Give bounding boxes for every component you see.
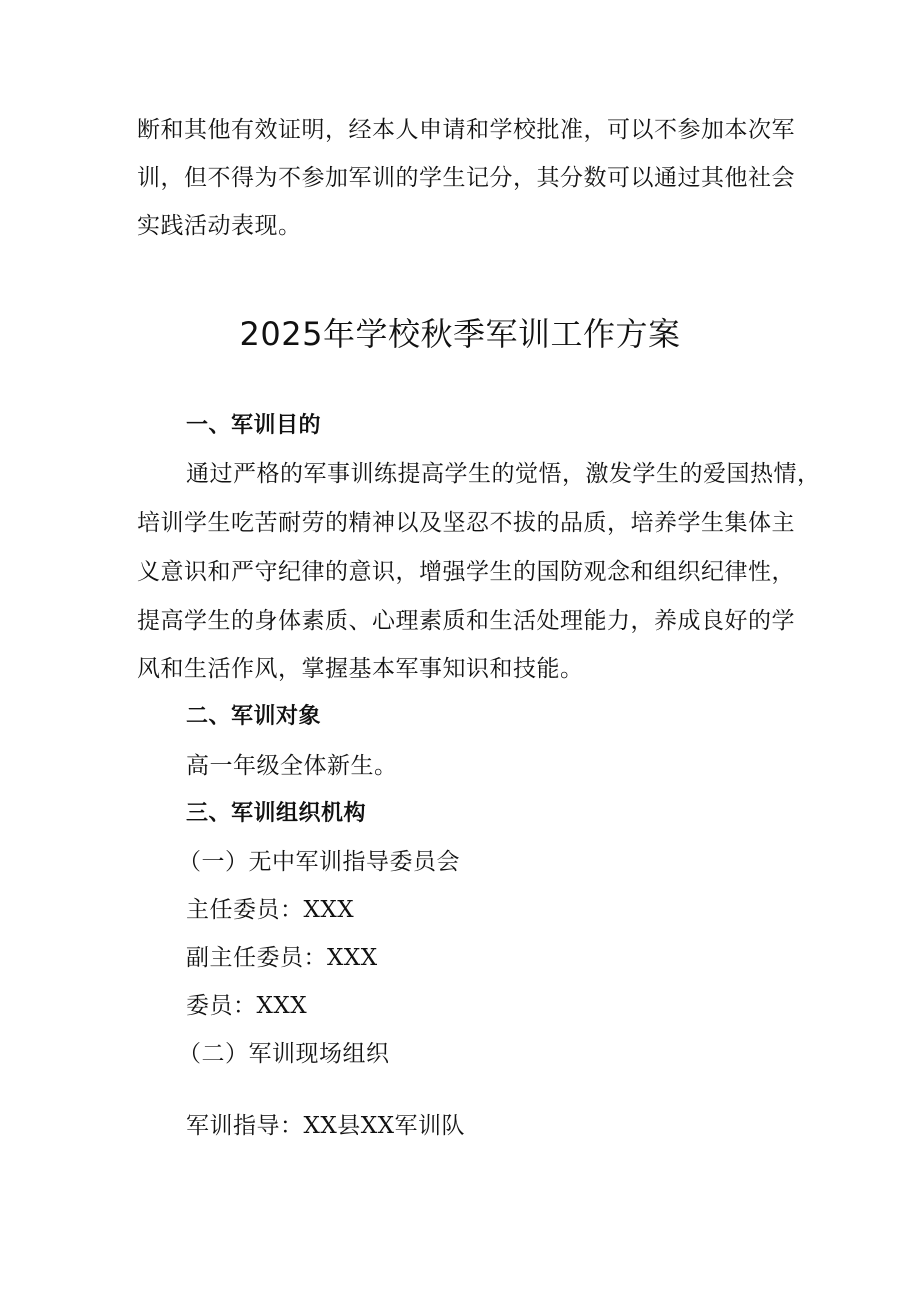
subheading-committee: （一）无中军训指导委员会 — [178, 849, 460, 875]
section-heading-target: 二、军训对象 — [186, 704, 322, 729]
paragraph-line: 培训学生吃苦耐劳的精神以及坚忍不拔的品质，培养学生集体主 — [137, 510, 795, 536]
paragraph-line: 实践活动表现。 — [137, 213, 302, 239]
paragraph-line: 断和其他有效证明，经本人申请和学校批准，可以不参加本次军 — [137, 117, 795, 143]
paragraph-line: 通过严格的军事训练提高学生的觉悟，激发学生的爱国热情， — [186, 461, 821, 487]
member-line: 委员：XXX — [186, 993, 308, 1019]
document-title: 2025年学校秋季军训工作方案 — [239, 315, 681, 353]
guidance-line: 军训指导：XX县XX军训队 — [186, 1113, 465, 1139]
director-line: 主任委员：XXX — [186, 897, 355, 923]
section-heading-purpose: 一、军训目的 — [186, 413, 322, 438]
subheading-field-organization: （二）军训现场组织 — [178, 1041, 390, 1067]
paragraph-line: 训，但不得为不参加军训的学生记分，其分数可以通过其他社会 — [137, 165, 795, 191]
paragraph-line: 高一年级全体新生。 — [186, 753, 398, 779]
vice-director-line: 副主任委员：XXX — [186, 945, 378, 971]
paragraph-line: 提高学生的身体素质、心理素质和生活处理能力，养成良好的学 — [137, 608, 795, 634]
paragraph-line: 义意识和严守纪律的意识，增强学生的国防观念和组织纪律性， — [137, 559, 795, 585]
section-heading-organization: 三、军训组织机构 — [186, 801, 367, 826]
paragraph-line: 风和生活作风，掌握基本军事知识和技能。 — [137, 656, 584, 682]
